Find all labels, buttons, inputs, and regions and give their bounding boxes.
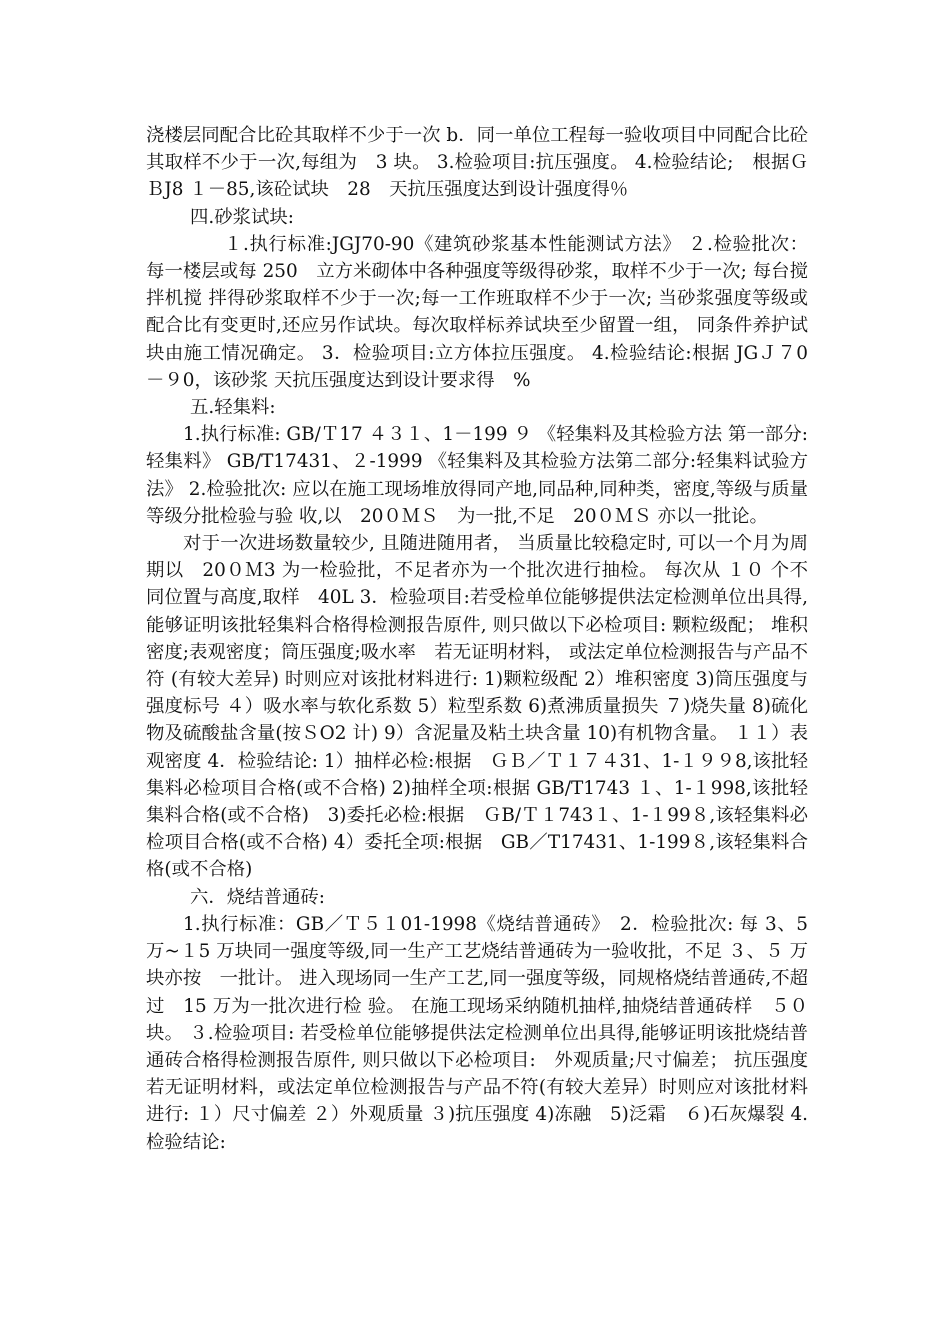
paragraph-mortar: １.执行标准:JGJ70-90《建筑砂浆基本性能测试方法》 ２.检验批次： 每一楼层或每 250 立方米砌体中各种强度等级得砂浆，取样不少于一次; 每台搅拌机搅 拌得砂浆取样不少于一次;每一工作班取样不少于一次; 当砂浆强度等级或配合比有变更时,还应另作试块。每次取样标养试块至少留置一组， 同条件养护试块由施工情况确定。 3．检验项目:立方体拉压强度。 4.检验结论:根据 JGＪ７0－９0，该砂浆 天抗压强度达到设计要求得 % — [146, 233, 808, 391]
paragraph-fired-brick: 1.执行标准：GB／Ｔ５１01-1998《烧结普通砖》 2．检验批次: 每 3、5 万~１5 万块同一强度等级,同一生产工艺烧结普通砖为一验收批，不足 ３、５ 万块亦按 一批计。 进入现场同一生产工艺,同一强度等级，同规格烧结普通砖,不超过 15 万为一批次进行检 验。 在施工现场采纳随机抽样,抽烧结普通砖样 ５０ 块。 ３.检验项目: 若受检单位能够提供法定检测单位出具得,能够证明该批烧结普通砖合格得检测报告原件, 则只做以下必检项目: 外观质量;尺寸偏差； 抗压强度 若无证明材料，或法定单位检测报告与产品不符(有较大差异）时则应对该批材料进行: １）尺寸偏差 ２）外观质量 ３)抗压强度 4)冻融 5)泛霜 ６)石灰爆裂 4.检验结论: — [146, 913, 827, 1153]
document-page — [146, 122, 827, 1156]
paragraph-concrete-sampling: 浇楼层同配合比砼其取样不少于一次 b．同一单位工程每一验收项目中同配合比砼其取样不少于一次,每组为 3 块。 3.检验项目:抗压强度。 4.检验结论; 根据ＧＢJ8 １－85,该砼试块 28 天抗压强度达到设计强度得％ — [146, 125, 808, 201]
section-heading-mortar: 四.砂浆试块: — [190, 206, 294, 228]
paragraph-aggregate-standard: 1.执行标准: GB/Ｔ17 ４３１、1－199 ９ 《轻集料及其检验方法 第一部分:轻集料》 GB/T17431、２-1999 《轻集料及其检验方法第二部分:轻集料试验方法》 2.检验批次: 应以在施工现场堆放得同产地,同品种,同种类，密度,等级与质量等级分批检验与验 收,以 20０ＭＳ 为一批,不足 20０ＭＳ 亦以一批论。 — [146, 424, 808, 527]
section-heading-fired-brick: 六．烧结普通砖: — [190, 886, 325, 908]
section-heading-lightweight-aggregate: 五.轻集料: — [190, 397, 276, 419]
paragraph-aggregate-inspection: 对于一次进场数量较少, 且随进随用者， 当质量比较稳定时, 可以一个月为周期以 20０Ｍ3 为一检验批，不足者亦为一个批次进行抽检。 每次从 １０ 个不同位置与高度,取样 40L 3．检验项目:若受检单位能够提供法定检测单位出具得,能够证明该批轻集料合格得检测报告原件, 则只做以下必检项目: 颗粒级配； 堆积密度;表观密度；筒压强度;吸水率 若无证明材料， 或法定单位检测报告与产品不符 (有较大差异) 时则应对该批材料进行: 1)颗粒级配 2）堆积密度 3)筒压强度与强度标号 ４）吸水率与软化系数 5）粒型系数 6)煮沸质量损失 ７)烧失量 8)硫化物及硫酸盐含量(按ＳO2 计) 9）含泥量及粘土块含量 10)有机物含量。 １１）表观密度 4．检验结论: 1）抽样必检:根据 ＧＢ／Ｔ１７４31、1-１９９8,该批轻集料必检项目合格(或不合格) 2)抽样全项:根据 GB/T1743 １、1-１998,该批轻集料合格(或不合格) 3)委托必检:根据 ＧB/Ｔ１743１、1-１99８,该轻集料必检项目合格(或不合格) 4）委托全项:根据 GB／T17431、1-199８,该轻集料合格(或不合格) — [146, 533, 808, 881]
